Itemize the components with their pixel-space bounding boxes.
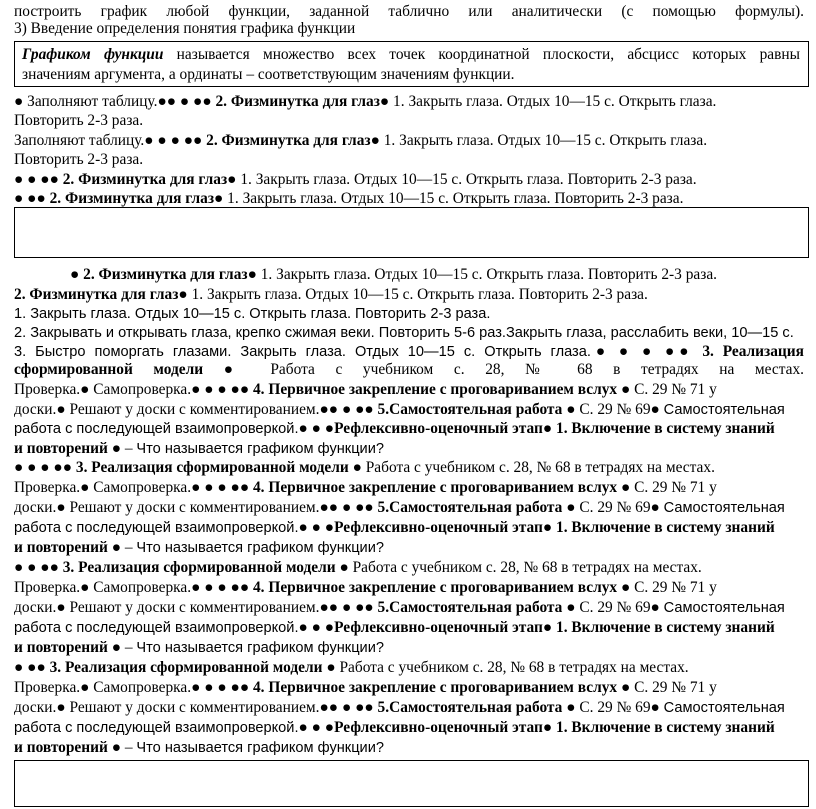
text-line: 2. Физминутка для глаз● 1. Закрыть глаза. Отдых 10—15 с. Открыть глаза. Повторить 2-3 раза. <box>14 286 648 303</box>
text-line: ● ● ●● 2. Физминутка для глаз● 1. Закрыть глаза. Отдых 10—15 с. Открыть глаза. Повторить 2-3 раза. <box>14 171 697 188</box>
text-line: сформированной модели ● Работа с учебником с. 28, № 68 в тетрадях на местах. <box>14 361 804 378</box>
text-line: ● 2. Физминутка для глаз● 1. Закрыть глаза. Отдых 10—15 с. Открыть глаза. Повторить 2-3 раза. <box>70 266 717 283</box>
definition-line-1 <box>22 45 800 65</box>
text-line: 2. Закрывать и открывать глаза, крепко сжимая веки. Повторить 5-6 раз.Закрыть глаза, расслабить веки, 10—15 с. <box>14 325 794 341</box>
intro-line-1: построить график любой функции, заданной таблично или аналитически (с помощью формулы). <box>14 3 804 20</box>
text-line: и повторений ● – Что называется графиком функции? <box>14 440 384 457</box>
definition-term: Графиком функции <box>22 46 164 63</box>
text-line: и повторений ● – Что называется графиком функции? <box>14 539 384 556</box>
text-line: доски.● Решают у доски с комментированием.●● ● ●● 5.Самостоятельная работа ● С. 29 № 69● Самостоятельная <box>14 499 785 516</box>
text-line: ● Заполняют таблицу.●● ● ●● 2. Физминутка для глаз● 1. Закрыть глаза. Отдых 10—15 с. Открыть глаза. <box>14 93 717 110</box>
text-line: доски.● Решают у доски с комментированием.●● ● ●● 5.Самостоятельная работа ● С. 29 № 69● Самостоятельная <box>14 599 785 616</box>
definition-text-1: называется множество всех точек координатной плоскости, абсцисс которых равны <box>163 46 800 63</box>
text-line: работа с последующей взаимопроверкой.● ● ●Рефлексивно-оценочный этап● 1. Включение в систему знаний <box>14 420 775 437</box>
text-line: работа с последующей взаимопроверкой.● ● ●Рефлексивно-оценочный этап● 1. Включение в систему знаний <box>14 619 775 636</box>
text-line: работа с последующей взаимопроверкой.● ● ●Рефлексивно-оценочный этап● 1. Включение в систему знаний <box>14 519 775 536</box>
text-line: Проверка.● Самопроверка.● ● ● ●● 4. Первичное закрепление с проговариванием вслух ● С. 29 № 71 у <box>14 679 717 696</box>
text-line: ● ● ●● 3. Реализация сформированной модели ● Работа с учебником с. 28, № 68 в тетрадях на местах. <box>14 559 702 576</box>
text-line: Повторить 2-3 раза. <box>14 112 144 129</box>
text-line: доски.● Решают у доски с комментированием.●● ● ●● 5.Самостоятельная работа ● С. 29 № 69● Самостоятельная <box>14 401 785 418</box>
text-line: Заполняют таблицу.● ● ● ●● 2. Физминутка для глаз● 1. Закрыть глаза. Отдых 10—15 с. Открыть глаза. <box>14 132 708 149</box>
text-line: доски.● Решают у доски с комментированием.●● ● ●● 5.Самостоятельная работа ● С. 29 № 69● Самостоятельная <box>14 699 785 716</box>
text-line: Повторить 2-3 раза. <box>14 151 144 168</box>
text-line: ● ● ● ●● 3. Реализация сформированной модели ● Работа с учебником с. 28, № 68 в тетрадях на местах. <box>14 459 715 476</box>
text-line: 1. Закрыть глаза. Отдых 10—15 с. Открыть глаза. Повторить 2-3 раза. <box>14 306 491 322</box>
text-line: Проверка.● Самопроверка.● ● ● ●● 4. Первичное закрепление с проговариванием вслух ● С. 29 № 71 у <box>14 479 717 496</box>
text-line: Проверка.● Самопроверка.● ● ● ●● 4. Первичное закрепление с проговариванием вслух ● С. 29 № 71 у <box>14 579 717 596</box>
intro-line-2: 3) Введение определения понятия графика функции <box>14 20 356 37</box>
text-line: Проверка.● Самопроверка.● ● ● ●● 4. Первичное закрепление с проговариванием вслух ● С. 29 № 71 у <box>14 381 717 398</box>
empty-box <box>14 207 809 258</box>
definition-box <box>14 41 809 87</box>
definition-line-2: значениям аргумента, а ординаты – соответствующим значениям функции. <box>22 66 515 83</box>
empty-box <box>14 760 809 807</box>
text-line: 3. Быстро поморгать глазами. Закрыть глаза. Отдых 10—15 с. Открыть глаза.● ● ● ●● 3. Реализация <box>14 343 804 360</box>
text-line: ● ●● 3. Реализация сформированной модели ● Работа с учебником с. 28, № 68 в тетрадях на местах. <box>14 659 689 676</box>
text-line: и повторений ● – Что называется графиком функции? <box>14 739 384 756</box>
text-line: ● ●● 2. Физминутка для глаз● 1. Закрыть глаза. Отдых 10—15 с. Открыть глаза. Повторить 2-3 раза. <box>14 190 684 207</box>
text-line: работа с последующей взаимопроверкой.● ● ●Рефлексивно-оценочный этап● 1. Включение в систему знаний <box>14 719 775 736</box>
text-line: и повторений ● – Что называется графиком функции? <box>14 639 384 656</box>
